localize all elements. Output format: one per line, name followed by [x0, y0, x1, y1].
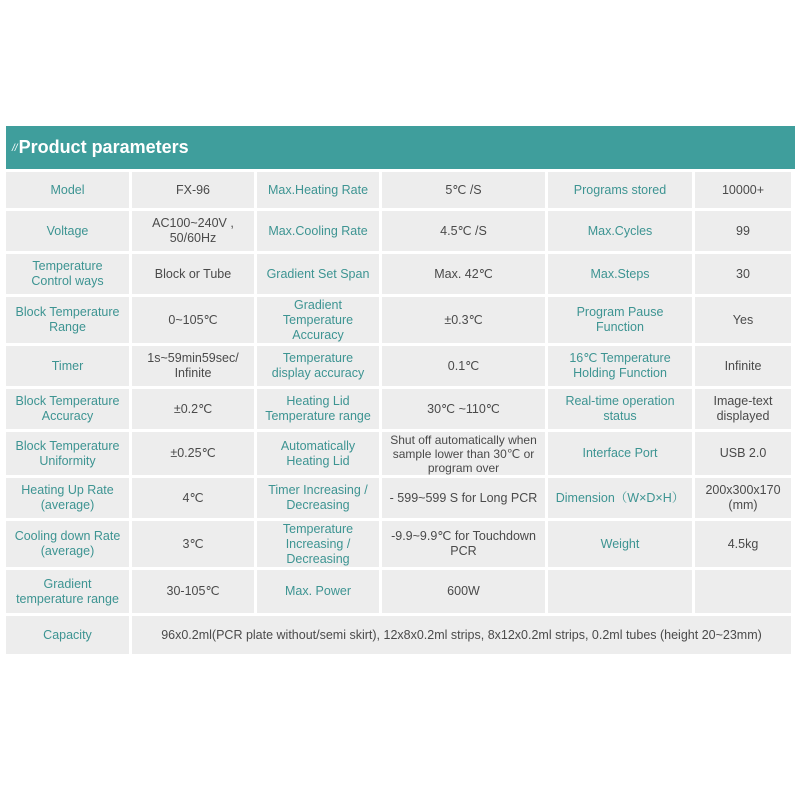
product-parameters-panel	[6, 126, 795, 657]
parameter-value: Image-text displayed	[695, 389, 791, 429]
parameter-value: 99	[695, 211, 791, 251]
parameter-value: ±0.3℃	[382, 297, 545, 343]
capacity-label: Capacity	[6, 616, 129, 654]
parameter-row	[6, 297, 791, 343]
parameter-label: Voltage	[6, 211, 129, 251]
parameter-label: Gradient temperature range	[6, 570, 129, 613]
parameter-value: 4℃	[132, 478, 254, 518]
parameter-row	[6, 570, 791, 613]
parameter-value: ±0.25℃	[132, 432, 254, 475]
parameter-value: Max. 42℃	[382, 254, 545, 294]
parameter-value	[695, 570, 791, 613]
parameter-label: Max.Cooling Rate	[257, 211, 379, 251]
parameter-value: 5℃ /S	[382, 172, 545, 208]
capacity-value: 96x0.2ml(PCR plate without/semi skirt), 12x8x0.2ml strips, 8x12x0.2ml strips, 0.2ml tubes (height 20~23mm)	[132, 616, 791, 654]
parameter-value: ±0.2℃	[132, 389, 254, 429]
parameter-label: 16℃ Temperature Holding Function	[548, 346, 692, 386]
parameter-label: Timer	[6, 346, 129, 386]
capacity-row	[6, 616, 791, 654]
parameter-value: 0~105℃	[132, 297, 254, 343]
parameter-row	[6, 346, 791, 386]
parameter-label: Cooling down Rate (average)	[6, 521, 129, 567]
parameter-value: Shut off automatically when sample lower than 30℃ or program over	[382, 432, 545, 475]
parameter-label: Heating Lid Temperature range	[257, 389, 379, 429]
parameter-label: Max.Heating Rate	[257, 172, 379, 208]
parameter-label: Automatically Heating Lid	[257, 432, 379, 475]
parameter-row	[6, 478, 791, 518]
parameter-label	[548, 570, 692, 613]
parameter-value: AC100~240V , 50/60Hz	[132, 211, 254, 251]
parameter-value: 4.5kg	[695, 521, 791, 567]
parameter-label: Programs stored	[548, 172, 692, 208]
parameter-value: FX-96	[132, 172, 254, 208]
parameter-value: USB 2.0	[695, 432, 791, 475]
parameter-value: - 599~599 S for Long PCR	[382, 478, 545, 518]
parameter-value: 4.5℃ /S	[382, 211, 545, 251]
parameters-table-body	[6, 172, 791, 654]
parameter-value: 3℃	[132, 521, 254, 567]
parameter-row	[6, 211, 791, 251]
parameter-row	[6, 172, 791, 208]
header-decoration: //	[12, 143, 18, 154]
parameter-label: Program Pause Function	[548, 297, 692, 343]
parameter-label: Gradient Temperature Accuracy	[257, 297, 379, 343]
parameter-label: Interface Port	[548, 432, 692, 475]
parameter-value: 10000+	[695, 172, 791, 208]
parameter-value: 30	[695, 254, 791, 294]
parameter-row	[6, 521, 791, 567]
parameter-label: Dimension（W×D×H）	[548, 478, 692, 518]
parameter-value: Block or Tube	[132, 254, 254, 294]
parameter-label: Temperature Control ways	[6, 254, 129, 294]
parameter-value: 30-105℃	[132, 570, 254, 613]
parameter-label: Real-time operation status	[548, 389, 692, 429]
parameter-label: Temperature display accuracy	[257, 346, 379, 386]
parameter-label: Max.Steps	[548, 254, 692, 294]
parameter-label: Temperature Increasing / Decreasing	[257, 521, 379, 567]
parameter-label: Heating Up Rate (average)	[6, 478, 129, 518]
parameter-value: 200x300x170 (mm)	[695, 478, 791, 518]
parameter-label: Max.Cycles	[548, 211, 692, 251]
parameter-row	[6, 389, 791, 429]
parameter-value: 1s~59min59sec/ Infinite	[132, 346, 254, 386]
parameter-value: -9.9~9.9℃ for Touchdown PCR	[382, 521, 545, 567]
parameter-value: 30℃ ~110℃	[382, 389, 545, 429]
parameter-value: Infinite	[695, 346, 791, 386]
parameter-label: Model	[6, 172, 129, 208]
parameters-table	[3, 169, 794, 657]
parameter-label: Timer Increasing / Decreasing	[257, 478, 379, 518]
section-header	[6, 126, 795, 169]
parameter-label: Block Temperature Accuracy	[6, 389, 129, 429]
parameter-label: Block Temperature Range	[6, 297, 129, 343]
parameter-label: Max. Power	[257, 570, 379, 613]
section-title: Product parameters	[18, 137, 189, 157]
parameter-row	[6, 254, 791, 294]
parameter-label: Gradient Set Span	[257, 254, 379, 294]
parameter-label: Block Temperature Uniformity	[6, 432, 129, 475]
parameter-value: Yes	[695, 297, 791, 343]
parameter-value: 0.1℃	[382, 346, 545, 386]
parameter-value: 600W	[382, 570, 545, 613]
parameter-row	[6, 432, 791, 475]
parameter-label: Weight	[548, 521, 692, 567]
